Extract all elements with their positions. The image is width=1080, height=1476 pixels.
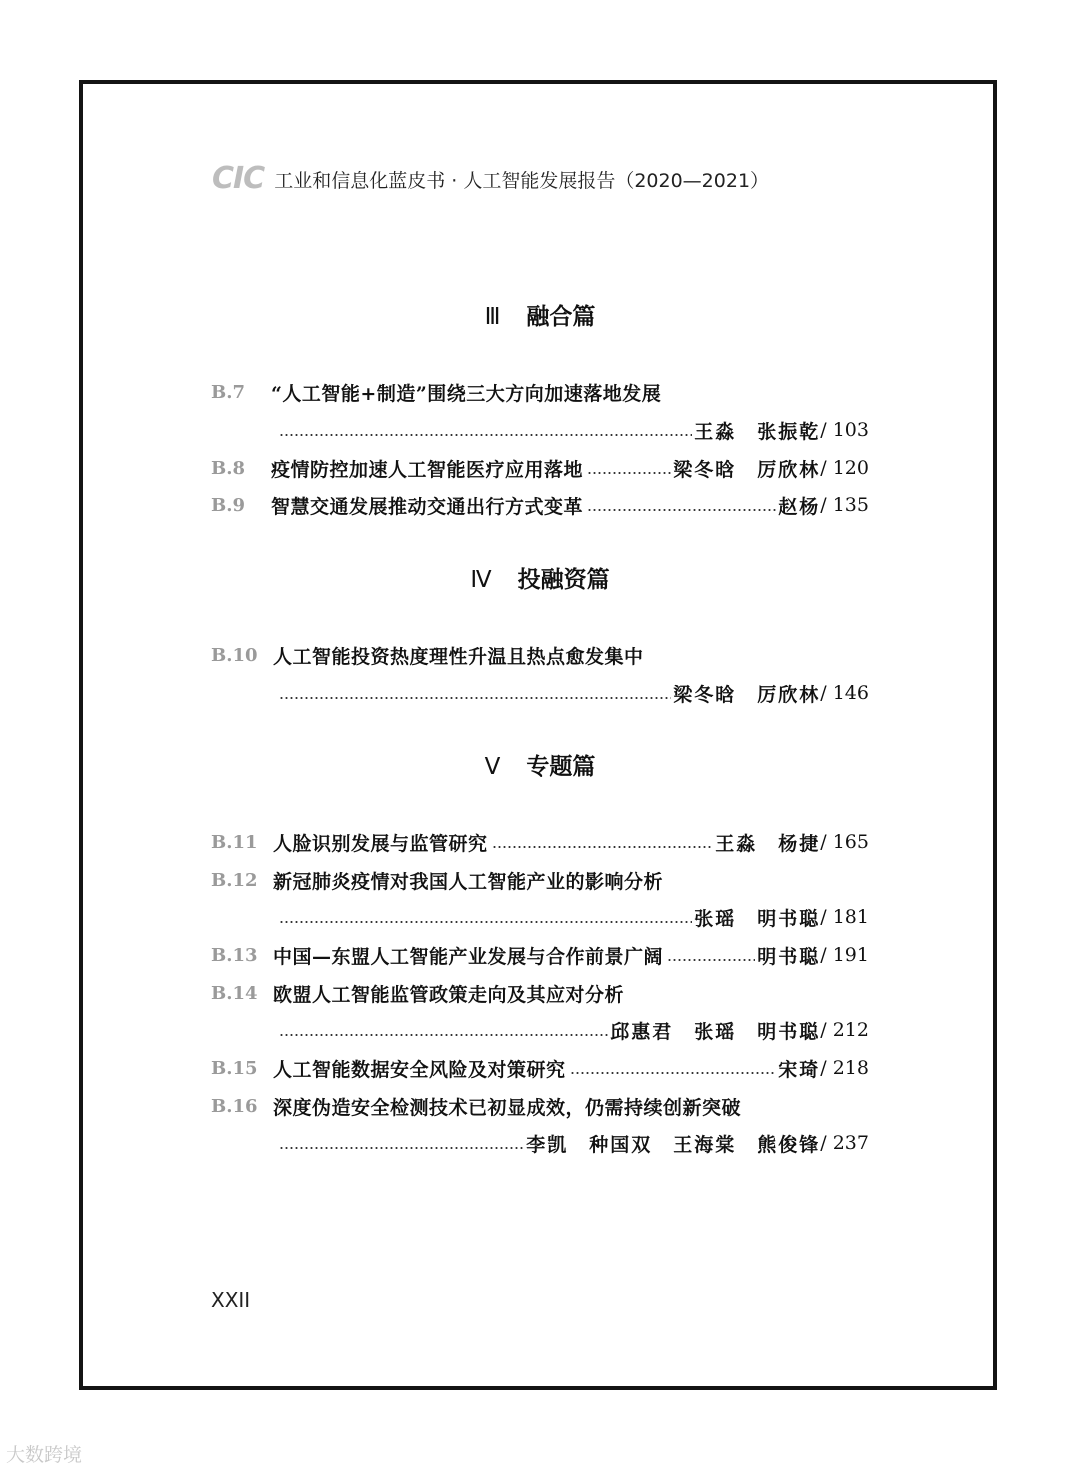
entry-code: B.12 <box>211 869 258 891</box>
toc-entry[interactable] <box>211 1053 869 1083</box>
entry-title: 中国—东盟人工智能产业发展与合作前景广阔 <box>273 945 664 968</box>
entry-authors: 李凯 种国双 王海棠 熊俊锋 <box>526 1133 821 1156</box>
entry-title: “人工智能+制造”围绕三大方向加速落地发展 <box>271 382 662 405</box>
leader-dots <box>587 471 671 475</box>
section-numeral: Ⅳ <box>470 567 492 593</box>
toc-entry[interactable] <box>211 865 869 895</box>
toc-entry[interactable] <box>211 640 869 670</box>
section-title: 投融资篇 <box>517 567 610 593</box>
entry-authors: 王淼 杨捷 <box>715 832 821 855</box>
leader-dots <box>667 958 755 962</box>
entry-authors: 赵杨 <box>778 495 821 518</box>
toc-entry[interactable] <box>211 490 869 520</box>
leader-dots <box>279 696 671 700</box>
entry-code: B.11 <box>211 831 258 853</box>
entry-page: / 181 <box>820 906 869 928</box>
toc-entry[interactable] <box>211 978 869 1008</box>
entry-page: / 120 <box>820 457 869 479</box>
entry-page: / 146 <box>820 682 869 704</box>
page-frame <box>79 80 997 1390</box>
entry-title: 人工智能投资热度理性升温且热点愈发集中 <box>273 645 644 668</box>
entry-authors: 梁冬晗 厉欣林 <box>673 683 821 706</box>
entry-page: / 135 <box>820 494 869 516</box>
leader-dots <box>279 920 692 924</box>
book-title: 工业和信息化蓝皮书 · 人工智能发展报告（2020—2021） <box>274 169 770 192</box>
section-title: 专题篇 <box>526 754 596 780</box>
entry-code: B.10 <box>211 644 258 666</box>
entry-title: 新冠肺炎疫情对我国人工智能产业的影响分析 <box>273 870 664 893</box>
leader-dots <box>279 1146 524 1150</box>
toc-entry[interactable] <box>211 377 869 407</box>
cic-logo: CIC <box>212 161 265 196</box>
toc-entry-continuation <box>211 902 869 932</box>
leader-dots <box>492 845 714 849</box>
section-heading <box>0 298 1080 331</box>
entry-title: 疫情防控加速人工智能医疗应用落地 <box>271 458 584 481</box>
entry-page: / 212 <box>820 1019 869 1041</box>
entry-code: B.15 <box>211 1057 258 1079</box>
entry-authors: 梁冬晗 厉欣林 <box>673 458 821 481</box>
entry-code: B.16 <box>211 1095 258 1117</box>
toc-entry[interactable] <box>211 1091 869 1121</box>
section-title: 融合篇 <box>526 304 596 330</box>
entry-code: B.14 <box>211 982 258 1004</box>
section-numeral: Ⅴ <box>484 754 501 780</box>
watermark: 大数跨境 <box>6 1444 83 1466</box>
page-number: XXII <box>211 1288 251 1312</box>
entry-title: 深度伪造安全检测技术已初显成效，仍需持续创新突破 <box>273 1096 742 1119</box>
toc-entry[interactable] <box>211 827 869 857</box>
entry-code: B.13 <box>211 944 258 966</box>
toc-entry[interactable] <box>211 453 869 483</box>
leader-dots <box>570 1071 777 1075</box>
entry-page: / 237 <box>820 1132 869 1154</box>
entry-code: B.8 <box>211 457 246 479</box>
toc-entry-continuation <box>211 415 869 445</box>
entry-title: 智慧交通发展推动交通出行方式变革 <box>271 495 584 518</box>
entry-page: / 165 <box>820 831 869 853</box>
section-heading <box>0 561 1080 594</box>
entry-authors: 王淼 张振乾 <box>694 420 821 443</box>
entry-authors: 张瑶 明书聪 <box>694 907 821 930</box>
leader-dots <box>587 508 776 512</box>
entry-title: 欧盟人工智能监管政策走向及其应对分析 <box>273 983 625 1006</box>
entry-authors: 宋琦 <box>778 1058 821 1081</box>
entry-title: 人脸识别发展与监管研究 <box>273 832 488 855</box>
leader-dots <box>279 433 692 437</box>
toc-entry[interactable] <box>211 940 869 970</box>
section-numeral: Ⅲ <box>484 304 501 330</box>
toc-entry-continuation <box>211 678 869 708</box>
entry-code: B.7 <box>211 381 246 403</box>
entry-authors: 邱惠君 张瑶 明书聪 <box>610 1020 821 1043</box>
leader-dots <box>279 1033 608 1037</box>
entry-title: 人工智能数据安全风险及对策研究 <box>273 1058 566 1081</box>
entry-page: / 218 <box>820 1057 869 1079</box>
section-heading <box>0 748 1080 781</box>
entry-code: B.9 <box>211 494 246 516</box>
entry-page: / 103 <box>820 419 869 441</box>
entry-page: / 191 <box>820 944 869 966</box>
toc-entry-continuation <box>211 1128 869 1158</box>
toc-entry-continuation <box>211 1015 869 1045</box>
running-header <box>212 161 770 196</box>
entry-authors: 明书聪 <box>757 945 821 968</box>
